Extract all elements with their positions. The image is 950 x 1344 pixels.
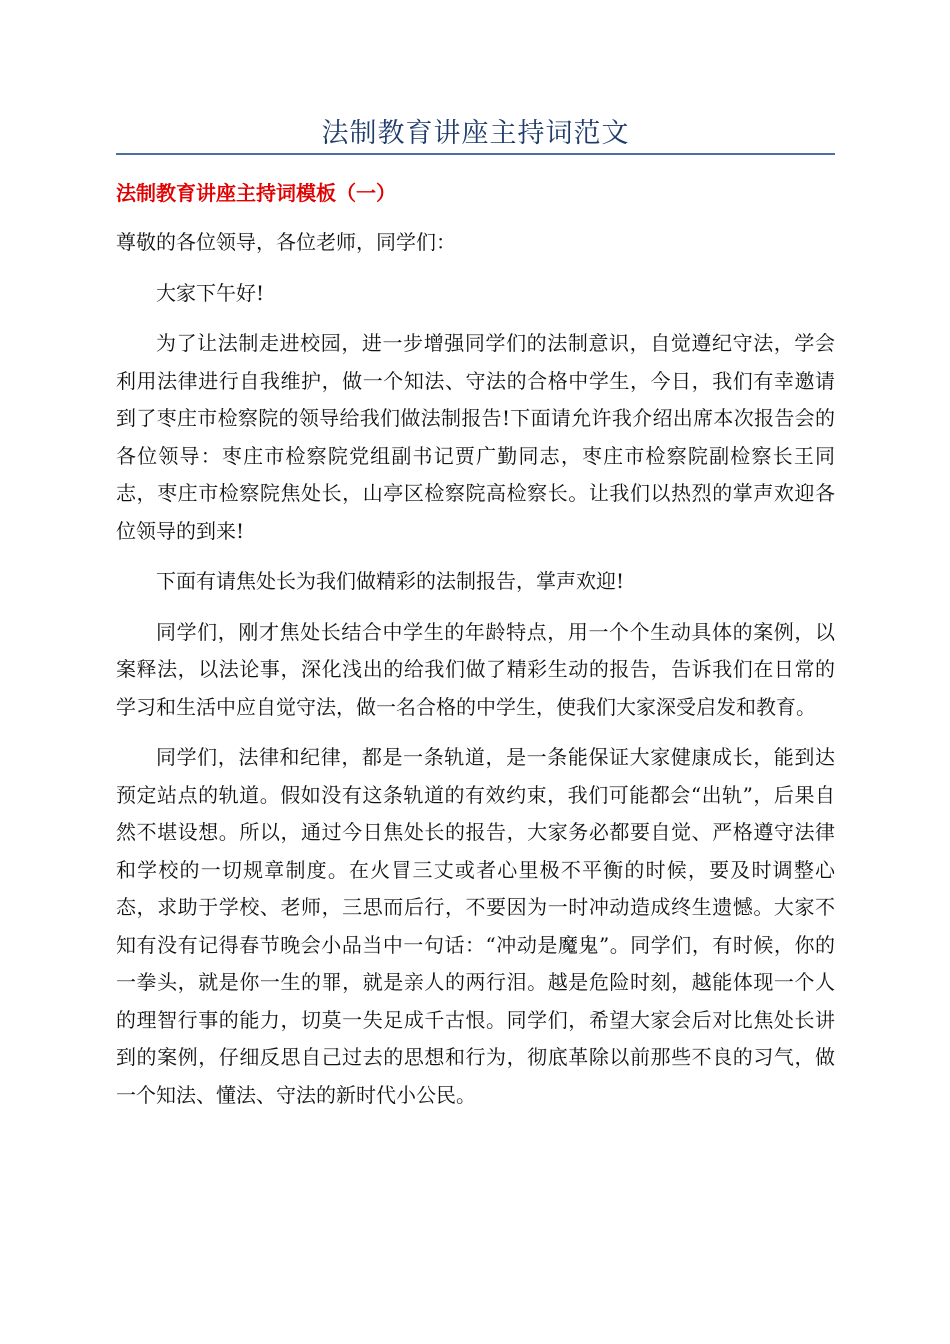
paragraph-greeting: 大家下午好! bbox=[156, 280, 265, 305]
paragraph-introduction: 为了让法制走进校园，进一步增强同学们的法制意识，自觉遵纪守法，学会利用法律进行自我维护，做一个知法、守法的合格中学生，今日，我们有幸邀请到了枣庄市检察院的领导给我们做法制报告!下面请允许我介绍出席本次报告会的各位领导：枣庄市检察院党组副书记贾广勤同志，枣庄市检察院副检察长王同志，枣庄市检察院焦处长，山亭区检察院高检察长。让我们以热烈的掌声欢迎各位领导的到来! bbox=[116, 331, 835, 543]
paragraph-summary: 同学们，刚才焦处长结合中学生的年龄特点，用一个个生动具体的案例，以案释法，以法论事，深化浅出的给我们做了精彩生动的报告，告诉我们在日常的学习和生活中应自觉守法，做一名合格的中学生，使我们大家深受启发和教育。 bbox=[116, 619, 835, 719]
document-title: 法制教育讲座主持词范文 bbox=[321, 118, 630, 149]
paragraph-closing: 同学们，法律和纪律，都是一条轨道，是一条能保证大家健康成长，能到达预定站点的轨道。假如没有这条轨道的有效约束，我们可能都会“出轨”，后果自然不堪设想。所以，通过今日焦处长的报告，大家务必都要自觉、严格遵守法律和学校的一切规章制度。在火冒三丈或者心里极不平衡的时候，要及时调整心态，求助于学校、老师，三思而后行，不要因为一时冲动造成终生遗憾。大家不知有没有记得春节晚会小品当中一句话：“冲动是魔鬼”。同学们，有时候，你的一拳头，就是你一生的罪，就是亲人的两行泪。越是危险时刻，越能体现一个人的理智行事的能力，切莫一失足成千古恨。同学们，希望大家会后对比焦处长讲到的案例，仔细反思自己过去的思想和行为，彻底革除以前那些不良的习气，做一个知法、懂法、守法的新时代小公民。 bbox=[116, 745, 835, 1107]
section-heading: 法制教育讲座主持词模板（一） bbox=[116, 181, 396, 205]
paragraph-invitation: 下面有请焦处长为我们做精彩的法制报告，掌声欢迎! bbox=[156, 569, 625, 593]
title-underline bbox=[116, 153, 835, 155]
document-body bbox=[116, 224, 835, 1127]
paragraph-salutation: 尊敬的各位领导，各位老师，同学们： bbox=[116, 230, 456, 254]
